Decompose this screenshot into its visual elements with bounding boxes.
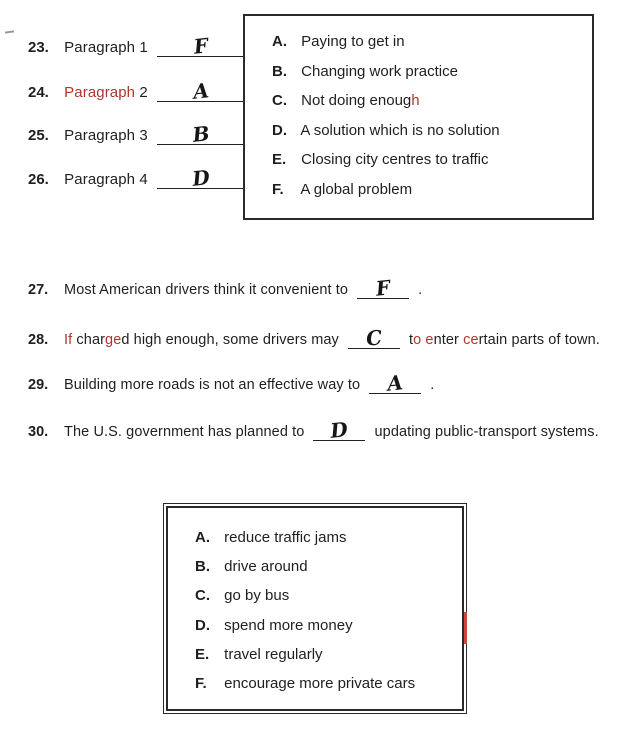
question-label: Paragraph 3 [64,127,148,144]
option-letter: D. [272,121,287,139]
option-text: Paying to get in [301,33,405,50]
option-row [195,611,462,640]
question-text-before-blank: Building more roads is not an effective way to [64,377,361,393]
question-label: Paragraph 4 [64,171,148,188]
handwritten-answer: C [364,325,384,351]
question-number: 24. [28,84,49,101]
option-text: drive around [224,558,308,576]
matching-question-row [28,33,250,62]
option-row [272,86,592,116]
option-row [272,145,592,175]
option-text: A global problem [300,180,413,198]
question-number: 30. [28,424,49,440]
handwritten-answer: F [192,33,210,59]
matching-question-row [28,78,250,107]
handwritten-answer: D [191,165,211,191]
answer-blank [357,275,409,301]
question-label: Paragraph 1 [64,39,148,56]
red-ink-mark [464,612,467,644]
question-number: 25. [28,127,49,144]
matching-question-row [28,121,250,150]
option-row [272,116,592,146]
option-letter: C. [195,587,210,605]
question-text-after-blank: . [430,377,435,393]
handwritten-answer: D [329,417,350,443]
answer-blank [348,325,400,351]
handwritten-answer: A [192,78,210,104]
option-row [195,640,462,669]
question-text-after-blank: updating public-transport systems. [374,424,599,440]
question-number: 23. [28,39,49,56]
answer-blank [369,370,421,396]
option-row [195,523,462,552]
option-text: reduce traffic jams [224,529,347,546]
answer-blank [313,417,365,443]
option-letter: E. [195,645,210,663]
matching-question-row [28,165,250,194]
option-letter: F. [195,674,207,692]
handwritten-answer: F [374,275,392,301]
question-number: 27. [28,282,49,298]
option-letter: B. [195,558,210,576]
option-letter: D. [195,616,210,634]
question-text-before-blank: The U.S. government has planned to [64,424,305,440]
options-list [245,16,592,204]
question-text-after-blank: to enter certain parts of town. [408,332,600,348]
option-row [195,669,462,698]
stray-pen-mark [5,30,14,33]
answer-blank [157,33,245,59]
option-letter: A. [195,529,210,546]
option-row [272,27,592,57]
answer-blank [157,78,245,104]
fill-in-question-row [28,275,423,304]
handwritten-answer: A [386,370,405,396]
fill-in-question-row [28,325,600,354]
option-row [195,552,462,581]
option-text: spend more money [224,616,353,634]
question-number: 26. [28,171,49,188]
fill-in-question-row [28,417,599,446]
option-text: Not doing enough [301,92,420,109]
answer-blank [157,121,245,147]
option-row [272,57,592,87]
question-text-after-blank: . [418,282,423,298]
handwritten-answer: B [191,121,211,147]
options-box-verbs [163,503,467,714]
question-number: 29. [28,377,49,393]
question-label: Paragraph 2 [64,84,148,101]
option-row [272,175,592,205]
question-number: 28. [28,332,49,348]
option-letter: E. [272,151,287,168]
question-text-before-blank: Most American drivers think it convenient to [64,282,349,298]
option-letter: B. [272,62,287,80]
option-text: A solution which is no solution [300,121,500,139]
option-letter: F. [272,180,284,198]
option-text: travel regularly [224,645,323,663]
option-letter: C. [272,92,287,109]
option-text: go by bus [224,587,290,605]
question-text-before-blank: If charged high enough, some drivers may [64,332,339,348]
option-text: encourage more private cars [224,674,416,692]
fill-in-question-row [28,370,435,399]
options-box-paragraph-headings [243,14,594,220]
option-text: Closing city centres to traffic [301,151,489,168]
option-text: Changing work practice [301,62,458,80]
options-box-inner-border [166,506,464,711]
answer-blank [157,165,245,191]
option-row [195,581,462,610]
option-letter: A. [272,33,287,50]
options-list [168,508,462,698]
